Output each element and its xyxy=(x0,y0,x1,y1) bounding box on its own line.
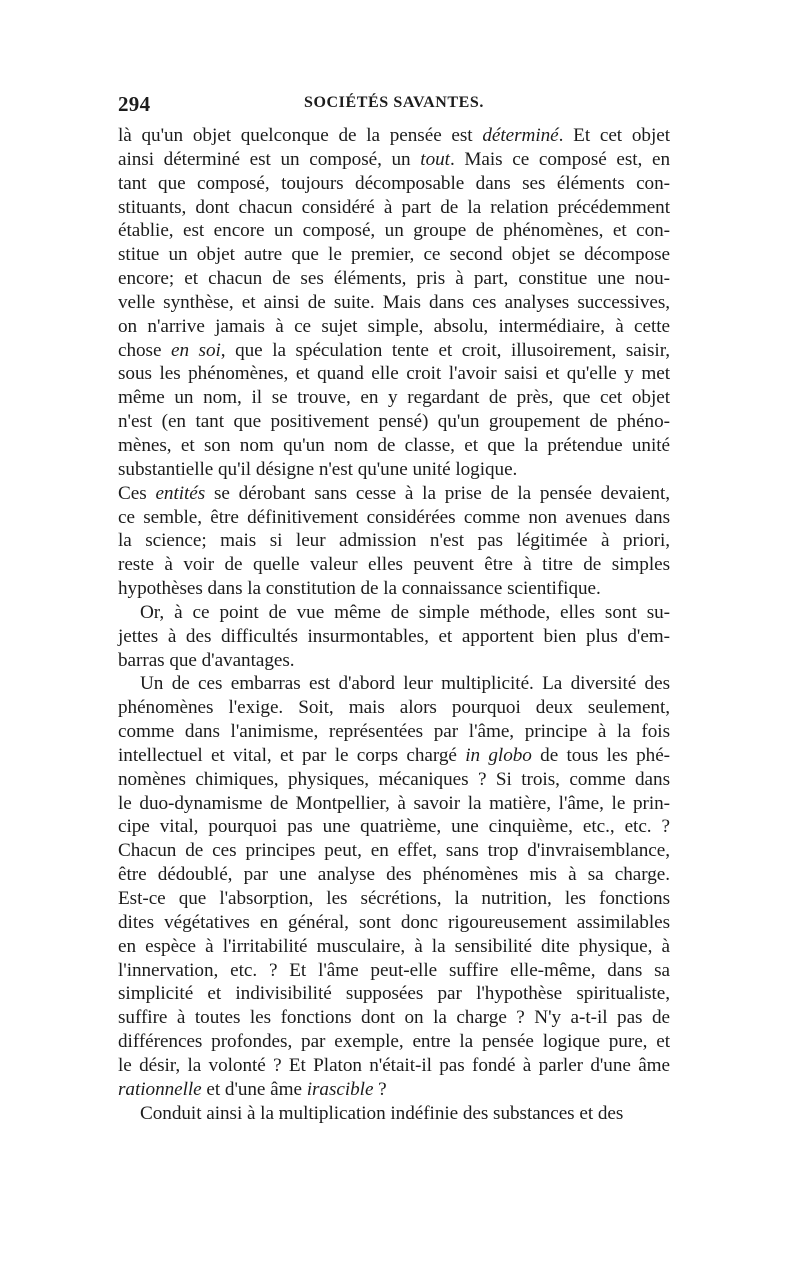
text-line xyxy=(118,1102,670,1126)
book-page xyxy=(118,88,670,1125)
text-run: nomènes chimiques, physiques, mécaniques ? Si trois, comme dans xyxy=(118,768,670,790)
text-line xyxy=(118,172,670,196)
text-line xyxy=(118,267,670,291)
text-run: ainsi déterminé est un composé, un xyxy=(118,148,421,170)
text-run: dites végétatives en général, sont donc rigoureusement assimilables xyxy=(118,911,670,933)
text-run: chose xyxy=(118,339,171,361)
text-line xyxy=(118,458,670,482)
text-run: Est-ce que l'absorption, les sécrétions, la nutrition, les fonctions xyxy=(118,888,670,909)
text-run: hypothèses dans la constitution de la connaissance scientifique. xyxy=(118,578,601,600)
italic-text: déterminé xyxy=(482,125,559,146)
text-line xyxy=(118,815,670,839)
text-line xyxy=(118,386,670,410)
text-line xyxy=(118,649,670,673)
text-run: stituants, dont chacun considéré à part de la relation précédemment xyxy=(118,196,670,218)
text-line xyxy=(118,315,670,339)
text-run: Conduit ainsi à la multiplication indéfinie des substances et des xyxy=(140,1102,624,1124)
text-run: mènes, et son nom qu'un nom de classe, et que la prétendue unité xyxy=(118,434,670,456)
text-run: ? xyxy=(373,1078,387,1100)
text-line xyxy=(118,672,670,696)
paragraph xyxy=(118,1102,670,1126)
italic-text: en soi xyxy=(170,339,221,361)
text-run: phénomènes l'exige. Soit, mais alors pourquoi deux seulement, xyxy=(118,697,670,719)
text-run: simplicité et indivisibilité supposées par l'hypothèse spiritualiste, xyxy=(118,983,670,1005)
text-run: velle synthèse, et ainsi de suite. Mais dans ces analyses successives, xyxy=(118,291,670,313)
text-line xyxy=(118,1054,670,1078)
italic-text: entités xyxy=(155,482,206,504)
text-line xyxy=(118,148,670,172)
running-title: SOCIÉTÉS SAVANTES. xyxy=(303,94,485,111)
text-line xyxy=(118,1078,670,1102)
text-line xyxy=(118,601,670,625)
text-run: . Mais ce composé est, en xyxy=(449,148,670,170)
text-run: comme dans l'animisme, représentées par l'âme, principe à la fois xyxy=(118,721,670,743)
text-line xyxy=(118,219,670,243)
text-run: le désir, la volonté ? Et Platon n'était-il pas fondé à parler d'une âme xyxy=(118,1054,670,1076)
text-line xyxy=(118,792,670,816)
italic-text: rationnelle xyxy=(118,1078,202,1100)
text-line xyxy=(118,959,670,983)
text-run: , que la spéculation tente et croit, illusoirement, saisir, xyxy=(220,339,671,361)
text-run: reste à voir de quelle valeur elles peuvent être à titre de simples xyxy=(118,554,670,576)
text-line xyxy=(118,506,670,530)
text-line xyxy=(118,291,670,315)
text-run: et d'une âme xyxy=(201,1078,307,1100)
text-line xyxy=(118,887,670,911)
text-run: stitue un objet autre que le premier, ce second objet se décompose xyxy=(118,244,670,266)
text-run: Chacun de ces principes peut, en effet, sans trop d'invraisemblance, xyxy=(118,840,670,862)
text-line xyxy=(118,911,670,935)
text-run: même un nom, il se trouve, en y regardant de près, que cet objet xyxy=(118,387,670,409)
paragraph xyxy=(118,672,670,1101)
text-run: la science; mais si leur admission n'est pas légitimée à priori, xyxy=(118,530,670,552)
text-run: en espèce à l'irritabilité musculaire, à la sensibilité dite physique, à xyxy=(118,935,670,957)
text-line xyxy=(118,744,670,768)
text-line xyxy=(118,839,670,863)
paragraph xyxy=(118,124,670,482)
italic-text: tout xyxy=(420,148,450,170)
text-run: cipe vital, pourquoi pas une quatrième, une cinquième, etc., etc. ? xyxy=(118,816,670,838)
running-head xyxy=(118,88,670,124)
text-run: l'innervation, etc. ? Et l'âme peut-elle suffire elle-même, dans sa xyxy=(118,959,670,981)
text-run: Un de ces embarras est d'abord leur multiplicité. La diversité des xyxy=(140,673,670,695)
text-run: jettes à des difficultés insurmontables, et apportent bien plus d'em- xyxy=(118,625,670,647)
text-run: de tous les phé- xyxy=(531,744,670,766)
text-run: ce semble, être définitivement considérées comme non avenues dans xyxy=(118,506,670,528)
text-line xyxy=(118,529,670,553)
text-run: Or, à ce point de vue même de simple méthode, elles sont su- xyxy=(140,601,670,623)
text-run: établie, est encore un composé, un groupe de phénomènes, et con- xyxy=(118,220,670,242)
text-line xyxy=(118,935,670,959)
text-run: différences profondes, par exemple, entre la pensée logique pure, et xyxy=(118,1031,670,1053)
text-line xyxy=(118,720,670,744)
text-line xyxy=(118,625,670,649)
text-line xyxy=(118,577,670,601)
text-line xyxy=(118,696,670,720)
text-run: le duo-dynamisme de Montpellier, à savoir la matière, l'âme, le prin- xyxy=(118,792,670,814)
text-run: là qu'un objet quelconque de la pensée est xyxy=(118,125,483,146)
text-line xyxy=(118,362,670,386)
paragraph xyxy=(118,601,670,673)
text-line xyxy=(118,1006,670,1030)
body-text xyxy=(118,124,670,1125)
text-line xyxy=(118,339,670,363)
text-run: suffire à toutes les fonctions dont on la charge ? N'y a-t-il pas de xyxy=(118,1007,670,1029)
text-line xyxy=(118,410,670,434)
text-line xyxy=(118,982,670,1006)
text-run: sous les phénomènes, et quand elle croit l'avoir saisi et qu'elle y met xyxy=(118,363,670,385)
page-number: 294 xyxy=(118,92,151,116)
text-run: substantielle qu'il désigne n'est qu'une unité logique. xyxy=(118,458,518,480)
text-line xyxy=(118,243,670,267)
italic-text: in globo xyxy=(465,744,532,766)
text-line xyxy=(118,1030,670,1054)
text-run: tant que composé, toujours décomposable dans ses éléments con- xyxy=(118,172,670,194)
text-run: être dédoublé, par une analyse des phénomènes mis à sa charge. xyxy=(118,864,670,886)
text-run: barras que d'avantages. xyxy=(118,649,295,671)
paragraph xyxy=(118,482,670,601)
text-line xyxy=(118,196,670,220)
text-line xyxy=(118,768,670,792)
text-run: encore; et chacun de ses éléments, pris à part, constitue une nou- xyxy=(118,268,670,290)
text-line xyxy=(118,863,670,887)
text-run: on n'arrive jamais à ce sujet simple, absolu, intermédiaire, à cette xyxy=(118,315,670,337)
text-line xyxy=(118,553,670,577)
text-run: se dérobant sans cesse à la prise de la pensée devaient, xyxy=(205,482,670,504)
italic-text: irascible xyxy=(306,1078,374,1100)
text-line xyxy=(118,482,670,506)
text-run: n'est (en tant que positivement pensé) qu'un groupement de phéno- xyxy=(118,411,670,433)
text-run: intellectuel et vital, et par le corps chargé xyxy=(118,744,466,766)
text-line xyxy=(118,434,670,458)
text-run: . Et cet objet xyxy=(558,125,670,146)
text-run: Ces xyxy=(118,482,156,504)
text-line xyxy=(118,124,670,148)
